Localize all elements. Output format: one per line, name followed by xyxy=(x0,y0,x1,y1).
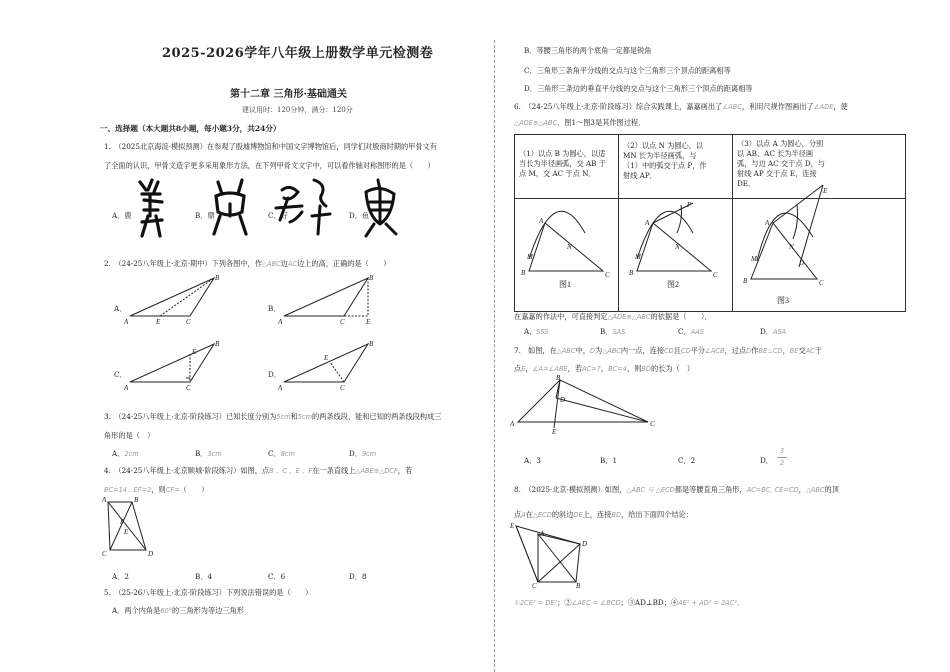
svg-text:N: N xyxy=(567,243,572,251)
q7-u1: 点 xyxy=(514,364,522,373)
q8-m1: △ABC 与 △ECD xyxy=(626,486,675,494)
svg-text:A: A xyxy=(102,496,107,504)
q1-glyph-figures xyxy=(130,176,420,240)
q3-line2: 角形的是（ ） xyxy=(104,431,155,440)
q2-stem-b: 边 xyxy=(280,259,288,268)
q2-option-a: A． xyxy=(114,304,127,313)
q7-m4: CD xyxy=(664,347,674,355)
q2-stem xyxy=(104,259,390,269)
svg-text:C: C xyxy=(186,318,191,326)
q7-n3: AC=7 xyxy=(582,365,601,373)
q7-m5: CD xyxy=(680,347,691,355)
q6-fig3-label: 图3 xyxy=(777,296,789,305)
q3-value-b: 3cm xyxy=(207,450,222,458)
q8-conclusions xyxy=(514,598,744,608)
q8-sep-4: ；④ xyxy=(663,598,679,607)
q6-step3-line3: 弧，与边 AC 交于点 D，与 xyxy=(737,159,825,168)
q6-after xyxy=(514,312,712,322)
q6-construction-table xyxy=(514,134,906,312)
q2-stem-a: 2. （24-25八年级上·北京·期中）下列各图中，作 xyxy=(104,259,262,268)
q1-line2: 了全面的认识，甲骨文造字更多采用象形方法，在下列甲骨文文字中，可以看作轴对称图形的是（ ） xyxy=(104,161,435,170)
q4-option-c: C．6 xyxy=(268,572,286,581)
svg-text:B: B xyxy=(629,269,634,277)
q5-option-a-angle: 60° xyxy=(160,607,173,615)
q2-figure-a xyxy=(123,274,220,326)
svg-text:A: A xyxy=(124,318,129,326)
q8-conclusion-3: ；③AD⊥BD xyxy=(620,598,664,607)
q1-option-a: A．鹿 xyxy=(112,211,132,220)
q7-m1: △ABC xyxy=(556,347,576,355)
q7-m7: D xyxy=(746,347,752,355)
q4-cf: CF= xyxy=(165,486,180,494)
svg-text:P: P xyxy=(687,201,692,209)
svg-text:N: N xyxy=(789,243,794,251)
q7-u4: ， xyxy=(600,364,609,373)
q8-u4: 上，连接 xyxy=(582,510,612,519)
column-divider xyxy=(494,40,495,672)
q7-t8: 作 xyxy=(751,346,759,355)
q1-option-d: D．鱼 xyxy=(349,211,370,220)
q6-value-c: AAS xyxy=(690,328,704,336)
q7-option-c: C．2 xyxy=(678,456,696,465)
q4-text-e: （ ） xyxy=(179,485,209,494)
q3-option-c xyxy=(268,449,295,459)
q6-text-d: ．图1～图3是其作图过程． xyxy=(557,118,646,127)
q5-option-d: D．三角形三条边的垂直平分线的交点与这个三角形三个顶点的距离相等 xyxy=(524,84,753,93)
q3-length-1: 5cm xyxy=(276,413,291,421)
q6-after-text-a: 在嘉嘉的作法中，可直接判定 xyxy=(514,312,608,321)
q3-text-b: 和 xyxy=(290,412,298,421)
q2-option-b: B． xyxy=(268,304,281,313)
q8-u2: 在 xyxy=(525,510,533,519)
q7-n2: ∠A=∠ABE xyxy=(532,365,568,373)
q6-line2 xyxy=(514,118,645,128)
q6-value-d: ASA xyxy=(772,328,787,336)
q8-t2: 都是等腰直角三角形， xyxy=(674,485,747,494)
q5-option-c: C．三角形三条角平分线的交点与这个三角形三个顶点的距离相等 xyxy=(524,66,731,75)
q7-figure xyxy=(510,374,660,434)
q7-frac-num: 3 xyxy=(779,447,785,455)
q7-frac-bar xyxy=(777,457,787,458)
q2-option-d: D． xyxy=(268,370,281,379)
q7-t1: 7. 如图，在 xyxy=(514,346,557,355)
q3-letter-d: D． xyxy=(349,449,362,458)
svg-text:N: N xyxy=(675,243,680,251)
q6-figure-3 xyxy=(743,185,828,287)
q7-u6: 的长为（ ） xyxy=(650,364,695,373)
q2-math-triangle: △ABC xyxy=(261,260,281,268)
q6-step3-cell xyxy=(733,135,905,199)
q7-line2 xyxy=(514,364,694,374)
q7-n4: BC=4 xyxy=(608,365,627,373)
q6-step2-line2: MN 长为半径画弧，与 xyxy=(623,151,697,160)
q6-congruence: △ADE≅△ABC xyxy=(514,119,558,127)
q3-option-d xyxy=(349,449,376,459)
q6-text-c: ，使 xyxy=(833,102,848,111)
q6-line1 xyxy=(514,102,848,112)
svg-text:A: A xyxy=(765,219,770,227)
q2-figure-d xyxy=(277,340,374,392)
q6-figures xyxy=(515,187,905,311)
q7-m8: BE⊥CD xyxy=(758,347,783,355)
svg-text:A: A xyxy=(278,384,283,392)
q6-step2-line3: （1）中的弧交于点 P，作 xyxy=(623,161,707,170)
q8-m2: AC=BC, CE=CD xyxy=(746,486,799,494)
q5-stem: 5. （25-26八年级上·北京·阶段练习）下列说法错误的是（ ） xyxy=(104,588,313,597)
q2-figure-b xyxy=(277,274,374,326)
svg-text:C: C xyxy=(605,271,610,279)
q8-t1: 8. （2025·北京·模拟预测）如图， xyxy=(514,485,627,494)
q6-step1-line3: 点 M，交 AC 于点 N． xyxy=(519,169,596,178)
q7-frac-den: 2 xyxy=(779,459,785,467)
q5-option-a-text-b: 的三角形为等边三角形 xyxy=(172,606,244,615)
exam-title: 2025-2026学年八年级上册数学单元检测卷 xyxy=(162,46,434,61)
q2-option-c: C． xyxy=(114,370,127,379)
svg-text:A: A xyxy=(510,420,515,428)
q8-t3: ， xyxy=(798,485,806,494)
q1-option-c: C．好 xyxy=(268,211,288,220)
left-column xyxy=(92,0,482,672)
q8-n4: BD xyxy=(611,511,622,519)
q7-line1 xyxy=(514,346,822,356)
q3-length-2: 5cm xyxy=(297,413,313,421)
q3-option-a xyxy=(112,449,139,459)
svg-text:D: D xyxy=(582,540,588,548)
chapter-title: 第十二章 三角形·基础通关 xyxy=(230,89,347,100)
q1-option-b: B．鼎 xyxy=(195,211,215,220)
q7-option-b: B．1 xyxy=(600,456,618,465)
q5-option-a xyxy=(112,606,244,616)
svg-text:B: B xyxy=(134,496,139,504)
q6-step3-line5: DE． xyxy=(737,179,756,188)
q8-u3: 的斜边 xyxy=(551,510,574,519)
q7-option-a: A．3 xyxy=(524,456,541,465)
q4-congruence: △ABE≅△DCF xyxy=(355,467,398,475)
q6-value-a: SSS xyxy=(536,328,549,336)
q8-figure xyxy=(510,520,600,590)
q3-value-c: 8cm xyxy=(280,450,295,458)
q8-n1: A xyxy=(521,511,526,519)
q7-n5: BD xyxy=(641,365,651,373)
q7-n1: E xyxy=(521,365,526,373)
svg-text:C: C xyxy=(186,384,191,392)
q6-figure-1 xyxy=(521,211,610,279)
q4-line1 xyxy=(104,466,412,476)
svg-text:E: E xyxy=(552,428,557,436)
q4-figure xyxy=(102,494,162,558)
q8-conclusion-4: AE² + AD² = 2AC² xyxy=(678,599,738,607)
svg-text:C: C xyxy=(650,420,655,428)
q4-text-a: 4. （24-25八年级上·北京顺城·阶段练习）如图，点 xyxy=(104,466,270,475)
q7-m3: △ABC xyxy=(602,347,621,355)
svg-text:A: A xyxy=(278,318,283,326)
q6-after-text-b: 的依据是（ ）． xyxy=(650,312,712,321)
svg-text:B: B xyxy=(369,340,374,348)
q7-m6: ∠ACB xyxy=(705,347,725,355)
q7-t11: 于 xyxy=(814,346,822,355)
q6-after-congruence: △ADE≅△ABC xyxy=(607,313,651,321)
q4-text-c: ，若 xyxy=(397,466,413,475)
q7-t10: 交 xyxy=(798,346,806,355)
q4-text-b: 在一条直线上 xyxy=(312,466,356,475)
svg-text:E: E xyxy=(510,522,515,530)
q8-m3: △ABC xyxy=(805,486,825,494)
q7-u3: ，若 xyxy=(567,364,583,373)
q5-option-a-text-a: A．两个内角是 xyxy=(112,606,161,615)
q7-u5: ，则 xyxy=(626,364,642,373)
svg-text:A: A xyxy=(539,217,544,225)
q7-t4: 内一点，连接 xyxy=(620,346,665,355)
q7-m9: BE xyxy=(789,347,799,355)
q6-angle-ade: ∠ADE xyxy=(813,103,834,111)
q1-line1: 1. （2025北京海淀·模拟预测）在参观了殷墟博物馆和中国文字博物馆后，同学们对殷商时期的甲骨文有 xyxy=(104,142,437,151)
svg-text:E: E xyxy=(366,318,371,326)
q8-u5: ，给出下面四个结论： xyxy=(621,510,693,519)
q7-m10: AC xyxy=(805,347,815,355)
q3-letter-c: C． xyxy=(268,449,281,458)
q6-step3-line1: （3）以点 A 为圆心，分别 xyxy=(737,139,824,148)
q6-figure-2 xyxy=(629,201,718,279)
q2-stem-c: 边上的高，正确的是（ ） xyxy=(296,259,391,268)
q7-t6: 平分 xyxy=(690,346,706,355)
q8-conclusion-1: ①2CE² = DE² xyxy=(514,599,558,607)
q3-text-c: 的两条线段，能和已知的两条线段构成三 xyxy=(312,412,442,421)
svg-text:B: B xyxy=(556,374,561,382)
q8-end: ． xyxy=(737,598,745,607)
svg-text:M: M xyxy=(635,253,641,261)
svg-text:E: E xyxy=(823,187,828,195)
q8-conclusion-2: ∠AEC = ∠BCD xyxy=(571,599,621,607)
q7-t7: ，过点 xyxy=(724,346,747,355)
q6-letter-a: A． xyxy=(524,327,537,336)
q7-t2: 中， xyxy=(575,346,590,355)
q6-step2-cell xyxy=(619,135,733,199)
q6-step1-cell xyxy=(515,135,619,199)
q3-text-a: 3. （24-25八年级上·北京·阶段练习）已知长度分别为 xyxy=(104,412,277,421)
right-column xyxy=(510,0,915,672)
q2-math-side: AC xyxy=(287,260,297,268)
q6-letter-d: D． xyxy=(760,327,773,336)
q7-t9: ， xyxy=(782,346,790,355)
svg-text:C: C xyxy=(819,279,824,287)
q3-line1 xyxy=(104,412,441,422)
q6-letter-c: C． xyxy=(678,327,691,336)
svg-text:E: E xyxy=(124,528,129,536)
q2-figures xyxy=(120,270,470,400)
q2-figure-c xyxy=(123,340,220,392)
q6-step1-line1: （1）以点 B 为圆心，以适 xyxy=(519,149,606,158)
svg-text:B: B xyxy=(369,274,374,282)
q6-step1-line2: 当长为半径画弧，交 AB 于 xyxy=(519,159,606,168)
q3-value-a: 2cm xyxy=(124,450,139,458)
exam-info: 建议用时：120分钟，满分：120分 xyxy=(242,106,353,114)
svg-text:C: C xyxy=(713,271,718,279)
svg-text:B: B xyxy=(215,340,220,348)
svg-text:B: B xyxy=(215,274,220,282)
q6-value-b: SAS xyxy=(612,328,626,336)
oracle-deer-glyph xyxy=(140,180,162,236)
q6-angle-abc: ∠ABC xyxy=(722,103,742,111)
oracle-hao-glyph xyxy=(276,180,330,234)
q8-n2: △ECD xyxy=(532,511,552,519)
svg-text:E: E xyxy=(324,354,329,362)
section-heading: 一、选择题（本大题共8小题，每小题3分，共24分） xyxy=(100,124,281,133)
q6-letter-b: B． xyxy=(600,327,613,336)
q8-line1 xyxy=(514,485,839,495)
q8-t4: 的顶 xyxy=(824,485,839,494)
q7-t3: 为 xyxy=(594,346,603,355)
oracle-yu-glyph xyxy=(366,180,396,236)
svg-text:D: D xyxy=(560,396,566,404)
svg-text:A: A xyxy=(540,530,545,538)
q6-fig2-label: 图2 xyxy=(667,280,679,289)
q7-u2: ， xyxy=(525,364,533,373)
oracle-ding-glyph xyxy=(214,180,246,234)
svg-text:M: M xyxy=(751,255,757,263)
q7-t5: 且 xyxy=(673,346,681,355)
q6-step2-line4: 射线 AP． xyxy=(623,171,657,180)
svg-text:E: E xyxy=(156,318,161,326)
svg-text:A: A xyxy=(124,384,129,392)
q8-n3: DE xyxy=(573,511,583,519)
q6-step3-line2: 以 AB、AC 长为半径画 xyxy=(737,149,814,158)
svg-text:D: D xyxy=(799,259,805,267)
svg-text:C: C xyxy=(340,384,345,392)
q6-option-c xyxy=(678,327,704,337)
q6-step2-line1: （2）以点 N 为圆心，以 xyxy=(623,141,704,150)
q3-letter-a: A． xyxy=(112,449,125,458)
q3-option-b xyxy=(195,449,222,459)
svg-text:B: B xyxy=(743,277,748,285)
q8-line2 xyxy=(514,510,693,520)
q7-m2: D xyxy=(589,347,595,355)
q3-value-d: 9cm xyxy=(361,450,377,458)
q4-given: BC=14，EF=2 xyxy=(104,486,152,494)
svg-text:C: C xyxy=(340,318,345,326)
q3-letter-b: B． xyxy=(195,449,208,458)
q8-sep-2: ；② xyxy=(557,598,572,607)
q4-text-d: ，则 xyxy=(151,485,166,494)
svg-text:M: M xyxy=(527,253,533,261)
q8-u1: 点 xyxy=(514,510,522,519)
svg-text:F: F xyxy=(120,518,125,526)
q4-option-a: A．2 xyxy=(112,572,129,581)
svg-text:D: D xyxy=(148,550,154,558)
svg-text:C: C xyxy=(532,582,537,590)
svg-text:E: E xyxy=(192,348,197,356)
q4-option-b: B．4 xyxy=(195,572,213,581)
q6-text-b: ，利用尺规作图画出了 xyxy=(741,102,814,111)
svg-text:B: B xyxy=(521,269,526,277)
q6-text-a: 6. （24-25八年级上·北京·阶段练习）综合实践课上，嘉嘉画出了 xyxy=(514,102,723,111)
q6-option-d xyxy=(760,327,786,337)
q5-option-b: B．等腰三角形的两个底角一定都是锐角 xyxy=(524,46,652,55)
q6-option-a xyxy=(524,327,548,337)
q6-fig1-label: 图1 xyxy=(559,280,571,289)
q4-points: B 、C 、E 、F xyxy=(269,467,313,475)
svg-text:A: A xyxy=(645,219,650,227)
q7-option-d: D． xyxy=(760,456,773,465)
q6-step3-line4: 射线 AP 交于点 E，连接 xyxy=(737,169,817,178)
svg-text:B: B xyxy=(576,582,581,590)
q6-option-b xyxy=(600,327,625,337)
q4-option-d: D．8 xyxy=(349,572,367,581)
svg-text:C: C xyxy=(102,550,107,558)
